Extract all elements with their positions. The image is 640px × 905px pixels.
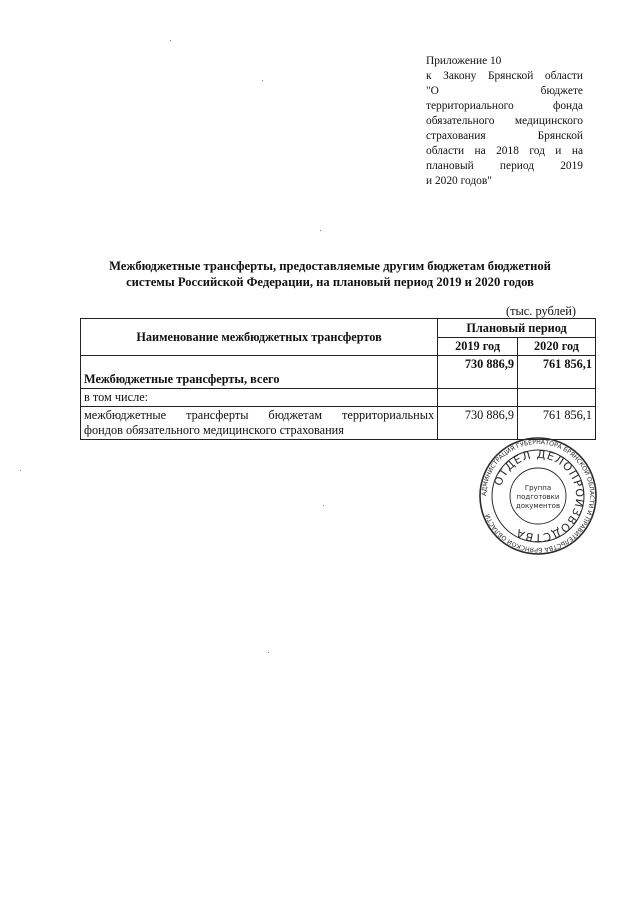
row-name: в том числе: (81, 389, 438, 407)
scan-speck (262, 80, 263, 81)
office-stamp (478, 436, 598, 556)
row-name: Межбюджетные трансферты, всего (81, 356, 438, 389)
scan-speck (320, 230, 321, 231)
annex-line: Приложение 10 (426, 55, 502, 67)
stamp-center-line: документов (515, 502, 561, 510)
stamp-outer-text: АДМИНИСТРАЦИЯ ГУБЕРНАТОРА БРЯНСКОЙ ОБЛАСТИ И ПРАВИТЕЛЬСТВА БРЯНСКОЙ ОБЛАСТИ (480, 438, 596, 554)
row-name-line: фондов обязательного медицинского страхования (84, 423, 344, 437)
table-header-row (81, 319, 596, 338)
scan-speck (20, 470, 21, 471)
annex-line: и 2020 годов" (426, 175, 492, 187)
table-row (81, 407, 596, 440)
table-row (81, 389, 596, 407)
scan-speck (268, 652, 269, 653)
table-row (81, 356, 596, 389)
header-name: Наименование межбюджетных трансфертов (81, 319, 438, 356)
annex-line: территориального фонда (426, 100, 583, 112)
annex-line: плановый период 2019 (426, 160, 583, 172)
units-label: (тыс. рублей) (505, 304, 576, 318)
annex-line: области на 2018 год и на (426, 145, 583, 157)
header-2020: 2020 год (518, 338, 596, 356)
title-line: Межбюджетные трансферты, предоставляемые другим бюджетам бюджетной (109, 259, 551, 273)
stamp-inner-text: ОТДЕЛ ДЕЛОПРОИЗВОДСТВА (491, 447, 587, 545)
stamp-center-line: Группа (524, 484, 552, 492)
annex-line: страхования Брянской (426, 130, 583, 142)
transfers-table (80, 318, 596, 440)
row-value-2019 (438, 389, 518, 407)
row-name-line: межбюджетные трансферты бюджетам территориальных (84, 408, 435, 422)
stamp-center-line: подготовки (516, 493, 560, 501)
document-title (60, 258, 600, 290)
annex-header (426, 54, 583, 189)
header-2019: 2019 год (438, 338, 518, 356)
annex-line: обязательного медицинского (426, 115, 583, 127)
scan-speck (323, 505, 324, 506)
row-name (81, 407, 438, 440)
row-value-2019: 730 886,9 (438, 407, 518, 440)
row-value-2020 (518, 389, 596, 407)
annex-line: "О бюджете (426, 85, 583, 97)
title-line: системы Российской Федерации, на плановый период 2019 и 2020 годов (126, 275, 534, 289)
scan-speck (170, 40, 171, 41)
annex-line: к Закону Брянской области (426, 70, 583, 82)
row-value-2020: 761 856,1 (518, 407, 596, 440)
row-value-2020: 761 856,1 (518, 356, 596, 389)
header-period: Плановый период (438, 319, 596, 338)
row-value-2019: 730 886,9 (438, 356, 518, 389)
